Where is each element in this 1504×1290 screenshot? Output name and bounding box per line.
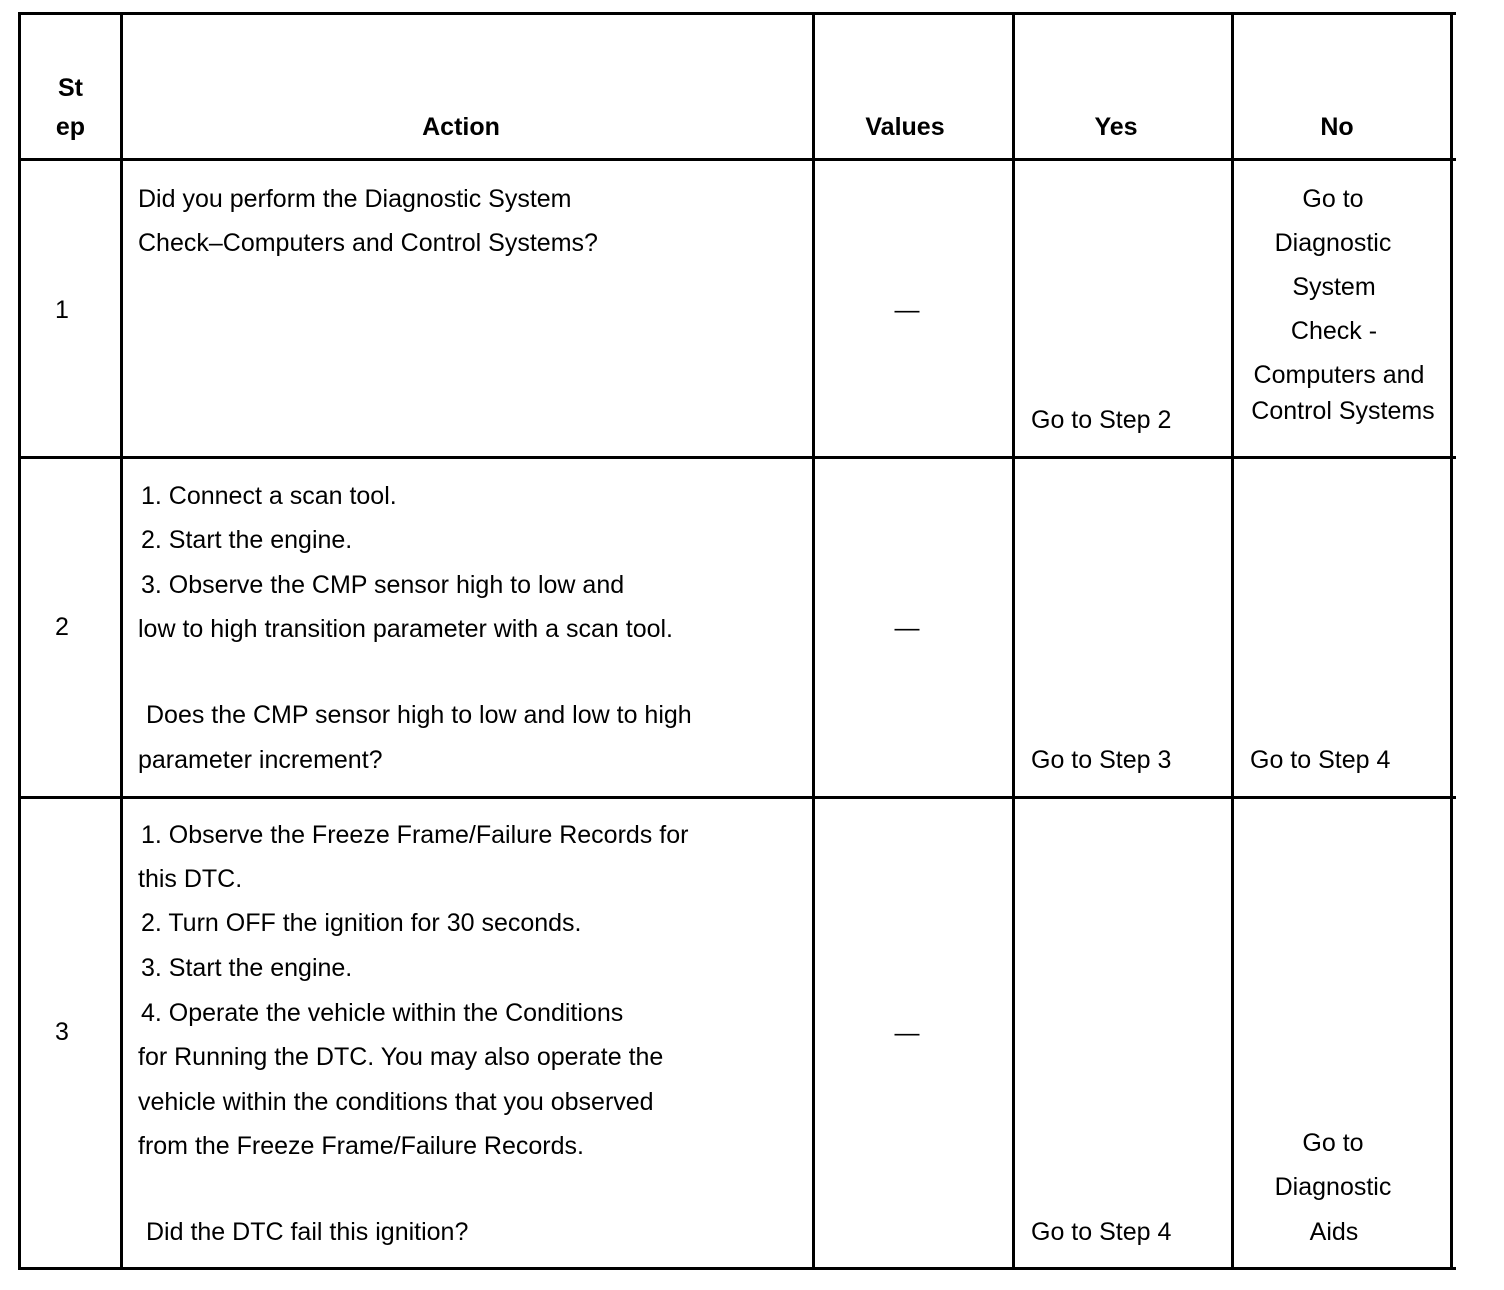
- no-cell-line: Go to Step 4: [1250, 746, 1391, 774]
- no-cell-line: Go to: [1302, 1129, 1364, 1157]
- action-line: parameter increment?: [138, 746, 383, 774]
- table-rule: [1012, 12, 1015, 1270]
- action-line: this DTC.: [138, 865, 243, 893]
- action-line: 4. Operate the vehicle within the Conditions: [141, 999, 624, 1027]
- no-cell-line: Control Systems: [1251, 397, 1435, 425]
- table-rule: [18, 1267, 1456, 1270]
- action-line: 3. Observe the CMP sensor high to low and: [141, 571, 625, 599]
- value-cell: —: [894, 296, 920, 324]
- table-rule: [18, 796, 1456, 799]
- value-cell: —: [894, 1019, 920, 1047]
- table-rule: [1450, 12, 1453, 1270]
- value-cell: —: [894, 614, 920, 642]
- header-no: No: [1320, 113, 1354, 141]
- action-line: vehicle within the conditions that you observed: [138, 1088, 654, 1116]
- header-step-line1: St: [58, 74, 83, 102]
- no-cell-line: Computers and: [1253, 361, 1425, 389]
- action-line: Check–Computers and Control Systems?: [138, 229, 598, 257]
- action-line: 1. Observe the Freeze Frame/Failure Records for: [141, 821, 689, 849]
- table-rule: [120, 12, 123, 1270]
- yes-cell: Go to Step 2: [1031, 406, 1172, 434]
- action-line: Did you perform the Diagnostic System: [138, 185, 572, 213]
- table-rule: [18, 12, 1456, 15]
- step-number: 3: [55, 1018, 69, 1046]
- no-cell-line: System: [1292, 273, 1376, 301]
- action-line: Does the CMP sensor high to low and low to high: [146, 701, 692, 729]
- table-rule: [18, 158, 1456, 161]
- yes-cell: Go to Step 3: [1031, 746, 1172, 774]
- no-cell-line: Go to: [1302, 185, 1364, 213]
- header-values: Values: [865, 113, 945, 141]
- action-line: 2. Start the engine.: [141, 526, 353, 554]
- action-line: 3. Start the engine.: [141, 954, 353, 982]
- step-number: 1: [55, 296, 69, 324]
- action-line: low to high transition parameter with a scan tool.: [138, 615, 673, 643]
- action-line: Did the DTC fail this ignition?: [146, 1218, 469, 1246]
- yes-cell: Go to Step 4: [1031, 1218, 1172, 1246]
- step-number: 2: [55, 613, 69, 641]
- header-step-line2: ep: [55, 113, 86, 141]
- action-line: 1. Connect a scan tool.: [141, 482, 397, 510]
- action-line: 2. Turn OFF the ignition for 30 seconds.: [141, 909, 582, 937]
- action-line: for Running the DTC. You may also operate the: [138, 1043, 664, 1071]
- no-cell-line: Check -: [1290, 317, 1378, 345]
- header-yes: Yes: [1094, 113, 1138, 141]
- no-cell-line: Diagnostic: [1274, 1173, 1392, 1201]
- table-rule: [18, 456, 1456, 459]
- action-line: from the Freeze Frame/Failure Records.: [138, 1132, 584, 1160]
- header-action: Action: [422, 113, 500, 141]
- no-cell-line: Aids: [1309, 1218, 1359, 1246]
- no-cell-line: Diagnostic: [1274, 229, 1392, 257]
